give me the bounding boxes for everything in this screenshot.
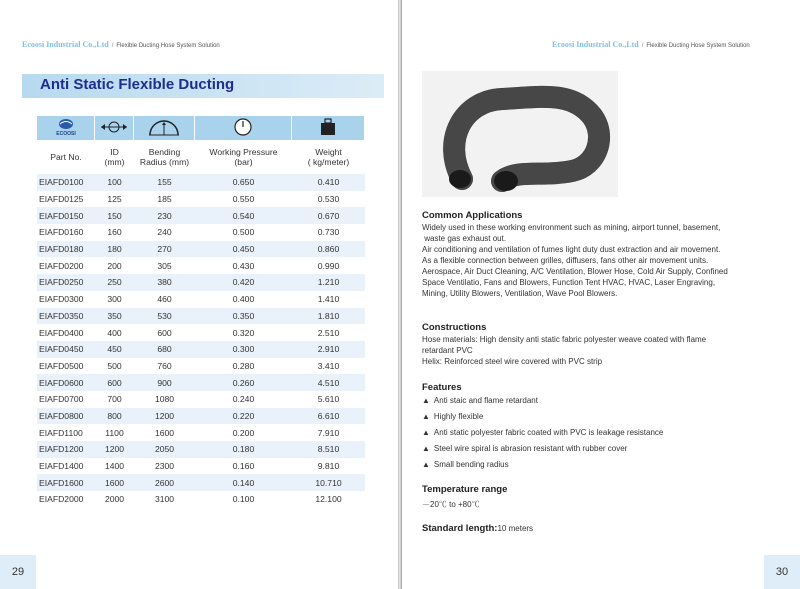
- diameter-icon: [95, 116, 134, 140]
- bending-radius-cell: 240: [157, 227, 172, 238]
- bending-radius-cell: 2300: [154, 461, 175, 472]
- part-no-cell: EIAFD0600: [37, 374, 95, 391]
- applications-title: Common Applications: [422, 210, 523, 221]
- id-cell: 150: [95, 207, 134, 224]
- construction-line: retardant PVC: [422, 346, 473, 355]
- weight-cell: 0.410: [292, 174, 365, 191]
- pressure-cell: 0.320: [232, 327, 255, 338]
- ecoosi-logo-icon: [37, 116, 95, 140]
- pressure-cell: 0.220: [195, 408, 292, 425]
- id-cell: 500: [107, 360, 122, 371]
- pressure-cell: 0.260: [195, 374, 292, 391]
- left-page: [0, 0, 398, 589]
- feature-item: ▲ Highly flexible: [422, 412, 484, 421]
- length-label: Standard length:: [422, 523, 498, 534]
- weight-cell: 4.510: [292, 374, 365, 391]
- part-no-cell: EIAFD1100: [39, 427, 83, 438]
- part-no-cell: EIAFD0400: [39, 327, 84, 338]
- id-cell: 450: [95, 341, 134, 358]
- pressure-cell: 0.240: [232, 394, 255, 405]
- pressure-cell: 0.540: [195, 207, 292, 224]
- bullet-triangle-icon: ▲: [422, 428, 430, 437]
- part-no-cell: EIAFD0800: [37, 408, 95, 425]
- feature-item: ▲ Small bending radius: [422, 460, 509, 469]
- id-cell: 250: [95, 274, 134, 291]
- weight-cell: 9.810: [317, 461, 340, 472]
- id-cell: 700: [107, 394, 122, 405]
- table-row: [37, 441, 365, 458]
- app-line: Widely used in these working environment such as mining, airport tunnel, basement,: [422, 223, 721, 232]
- table-row: [37, 241, 365, 258]
- bending-radius-cell: 2050: [134, 441, 195, 458]
- col-weight: Weight ( kg/meter): [307, 147, 350, 167]
- bending-radius-icon: [134, 116, 195, 140]
- bullet-triangle-icon: ▲: [422, 444, 430, 453]
- pressure-cell: 0.280: [232, 360, 255, 371]
- id-cell: 125: [107, 194, 122, 205]
- right-page: [402, 0, 800, 589]
- app-line: Aerospace, Air Duct Cleaning, A/C Ventilation, Blower Hose, Cold Air Supply, Confined: [422, 267, 728, 276]
- bullet-triangle-icon: ▲: [422, 412, 430, 421]
- table-row: [37, 174, 365, 191]
- bending-radius-cell: 305: [157, 260, 172, 271]
- bending-radius-cell: 230: [134, 207, 195, 224]
- part-no-cell: EIAFD0350: [37, 308, 95, 325]
- product-photo: [422, 71, 618, 197]
- bending-radius-cell: 380: [134, 274, 195, 291]
- pressure-cell: 0.160: [232, 461, 255, 472]
- bending-radius-cell: 900: [134, 374, 195, 391]
- feature-item: ▲ Steel wire spiral is abrasion resistant with rubber cover: [422, 444, 628, 453]
- pressure-gauge-icon: [195, 116, 292, 140]
- weight-cell: 2.910: [292, 341, 365, 358]
- bending-radius-cell: 270: [134, 241, 195, 258]
- id-cell: 160: [107, 227, 122, 238]
- weight-cell: 1.810: [292, 308, 365, 325]
- features-section: [422, 382, 782, 474]
- part-no-cell: EIAFD0300: [39, 294, 84, 305]
- part-no-cell: EIAFD0125: [39, 194, 84, 205]
- id-cell: 100: [95, 174, 134, 191]
- brand-name-right: Ecoosi Industrial Co.,Ltd: [552, 40, 639, 49]
- id-cell: 600: [95, 374, 134, 391]
- col-working-pressure: Working Pressure (bar): [209, 147, 278, 167]
- construction-line: Hose materials: High density anti static fabric polyester weave coated with flame: [422, 335, 707, 344]
- pressure-cell: 0.420: [195, 274, 292, 291]
- title-bar: [22, 74, 384, 98]
- weight-cell: 0.530: [317, 194, 340, 205]
- pressure-cell: 0.140: [195, 474, 292, 491]
- temperature-value: －20℃ to +80℃: [422, 500, 480, 509]
- right-header: [552, 40, 750, 49]
- table-row: [37, 341, 365, 358]
- pressure-cell: 0.550: [232, 194, 255, 205]
- weight-cell: 1.410: [317, 294, 340, 305]
- constructions-section: [422, 322, 782, 367]
- table-row: [37, 391, 365, 408]
- length-value: 10 meters: [497, 524, 534, 533]
- brand-name: Ecoosi Industrial Co.,Ltd: [22, 40, 109, 49]
- part-no-cell: EIAFD0500: [39, 360, 84, 371]
- bending-radius-cell: 600: [157, 327, 172, 338]
- weight-cell: 2.510: [317, 327, 340, 338]
- feature-item: ▲ Anti static polyester fabric coated with PVC is leakage resistance: [422, 428, 664, 437]
- bending-radius-cell: 760: [157, 360, 172, 371]
- table-row: [37, 358, 365, 375]
- bending-radius-cell: 155: [134, 174, 195, 191]
- app-line: As a flexible connection between grilles, diffusers, fans other air movement units.: [422, 256, 709, 265]
- length-section: [422, 523, 782, 534]
- pressure-cell: 0.200: [232, 427, 255, 438]
- bending-radius-cell: 1080: [154, 394, 175, 405]
- table-row: [37, 408, 365, 425]
- bullet-triangle-icon: ▲: [422, 460, 430, 469]
- table-row: [37, 458, 365, 475]
- page-number-right: 30: [764, 555, 800, 589]
- weight-cell: 8.510: [292, 441, 365, 458]
- id-cell: 180: [95, 241, 134, 258]
- spec-table: [37, 116, 365, 508]
- bending-radius-cell: 680: [134, 341, 195, 358]
- part-no-cell: EIAFD0450: [37, 341, 95, 358]
- bending-radius-cell: 460: [157, 294, 172, 305]
- features-title: Features: [422, 382, 462, 393]
- part-no-cell: EIAFD0250: [37, 274, 95, 291]
- pressure-cell: 0.300: [195, 341, 292, 358]
- weight-cell: 7.910: [317, 427, 340, 438]
- part-no-cell: EIAFD0180: [37, 241, 95, 258]
- id-cell: 1400: [104, 461, 125, 472]
- weight-cell: 12.100: [315, 494, 342, 505]
- table-row: [37, 424, 365, 441]
- construction-line: Helix: Reinforced steel wire covered with PVC strip: [422, 357, 603, 366]
- table-row: [37, 374, 365, 391]
- weight-cell: 10.710: [292, 474, 365, 491]
- weight-cell: 1.210: [292, 274, 365, 291]
- pressure-cell: 0.500: [232, 227, 255, 238]
- pressure-cell: 0.430: [232, 260, 255, 271]
- id-cell: 350: [95, 308, 134, 325]
- id-cell: 300: [107, 294, 122, 305]
- table-row: [37, 207, 365, 224]
- col-bending-radius: Bending Radius (mm): [139, 147, 190, 167]
- table-row: [37, 224, 365, 241]
- pressure-cell: 0.350: [195, 308, 292, 325]
- weight-cell: 6.610: [292, 408, 365, 425]
- app-line: Mining, Utility Blowers, Ventilation, Wave Pool Blowers.: [422, 289, 618, 298]
- bending-radius-cell: 1600: [154, 427, 175, 438]
- header-separator-right: /: [641, 43, 644, 49]
- bending-radius-cell: 1200: [134, 408, 195, 425]
- app-line: Space Ventilatio, Fans and Blowers, Function Tent HVAC, HVAC, Laser Engraving,: [422, 278, 716, 287]
- features-list: [422, 394, 782, 474]
- feature-item: ▲ Anti staic and flame retardant: [422, 396, 538, 405]
- weight-cell: 0.670: [292, 207, 365, 224]
- bending-radius-cell: 185: [157, 194, 172, 205]
- bending-radius-cell: 3100: [154, 494, 175, 505]
- table-row: [37, 274, 365, 291]
- id-cell: 1600: [95, 474, 134, 491]
- part-no-cell: EIAFD0150: [37, 207, 95, 224]
- pressure-cell: 0.450: [195, 241, 292, 258]
- pressure-cell: 0.100: [232, 494, 255, 505]
- app-line: Air conditioning and ventilation of fumes light duty dust extraction and air movement.: [422, 245, 721, 254]
- temperature-section: [422, 484, 782, 510]
- icon-row: [37, 116, 365, 140]
- weight-cell: 0.860: [292, 241, 365, 258]
- weight-cell: 0.990: [317, 260, 340, 271]
- page-title: Anti Static Flexible Ducting: [40, 76, 235, 93]
- table-row: [37, 308, 365, 325]
- table-row: [37, 191, 365, 208]
- logo-text: ECOOSI: [55, 131, 76, 137]
- header-separator: /: [111, 43, 114, 49]
- part-no-cell: EIAFD1600: [37, 474, 95, 491]
- id-cell: 400: [107, 327, 122, 338]
- weight-cell: 5.610: [317, 394, 340, 405]
- header-tagline: Flexible Ducting Hose System Solution: [116, 43, 220, 49]
- pressure-cell: 0.400: [232, 294, 255, 305]
- part-no-cell: EIAFD0700: [39, 394, 84, 405]
- weight-cell: 0.730: [317, 227, 340, 238]
- header-row: [37, 140, 365, 174]
- app-line: waste gas exhaust out.: [422, 234, 507, 243]
- col-part-no: Part No.: [50, 152, 82, 162]
- id-cell: 2000: [104, 494, 125, 505]
- applications-section: [422, 210, 782, 299]
- id-cell: 1200: [95, 441, 134, 458]
- header-tagline-right: Flexible Ducting Hose System Solution: [646, 43, 750, 49]
- left-header: [22, 40, 220, 49]
- pressure-cell: 0.650: [195, 174, 292, 191]
- table-row: [37, 491, 365, 508]
- bending-radius-cell: 530: [134, 308, 195, 325]
- part-no-cell: EIAFD1200: [37, 441, 95, 458]
- pressure-cell: 0.180: [195, 441, 292, 458]
- id-cell: 1100: [105, 427, 124, 438]
- part-no-cell: EIAFD0200: [39, 260, 84, 271]
- part-no-cell: EIAFD2000: [39, 494, 84, 505]
- table-row: [37, 474, 365, 491]
- id-cell: 200: [107, 260, 122, 271]
- part-no-cell: EIAFD0160: [39, 227, 84, 238]
- page-number-left: 29: [0, 555, 36, 589]
- table-row: [37, 291, 365, 308]
- col-id: ID (mm): [104, 147, 125, 167]
- part-no-cell: EIAFD1400: [39, 461, 84, 472]
- table-row: [37, 257, 365, 274]
- bending-radius-cell: 2600: [134, 474, 195, 491]
- constructions-title: Constructions: [422, 322, 487, 333]
- temperature-title: Temperature range: [422, 484, 508, 495]
- weight-icon: [292, 116, 365, 140]
- bullet-triangle-icon: ▲: [422, 396, 430, 405]
- id-cell: 800: [95, 408, 134, 425]
- table-row: [37, 324, 365, 341]
- part-no-cell: EIAFD0100: [37, 174, 95, 191]
- weight-cell: 3.410: [317, 360, 340, 371]
